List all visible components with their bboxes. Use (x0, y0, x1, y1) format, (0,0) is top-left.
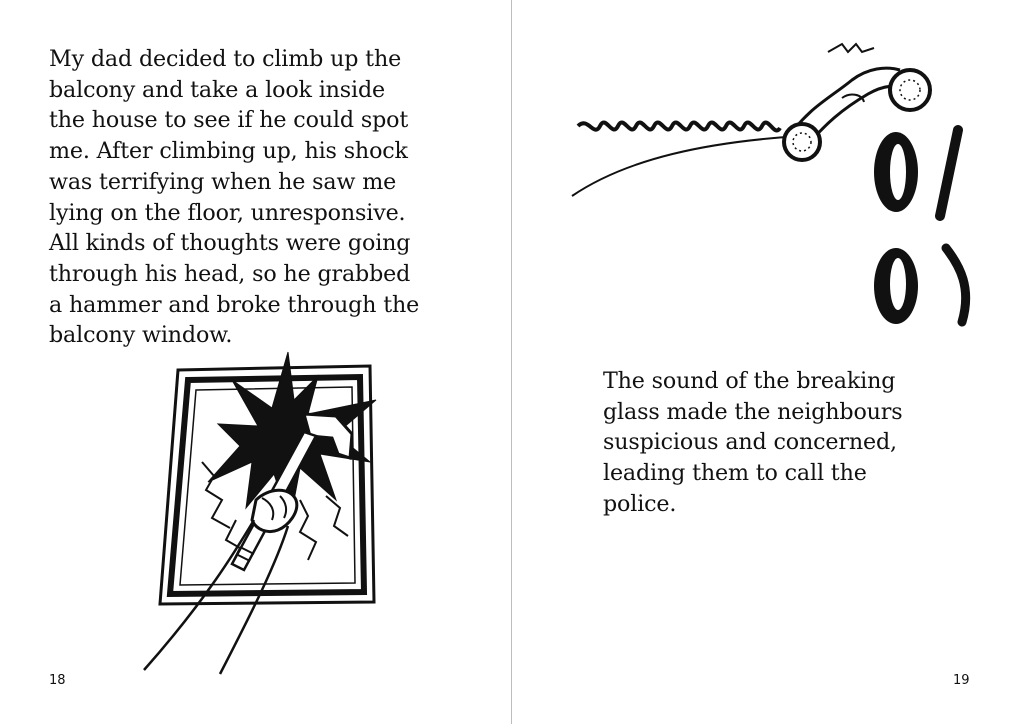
text-line: suspicious and concerned, (603, 429, 897, 456)
text-line: the house to see if he could spot (49, 107, 409, 134)
text-line: police. (603, 490, 677, 517)
text-line: leading them to call the (603, 460, 867, 487)
right-page-text (603, 366, 903, 520)
text-line: balcony window. (49, 322, 233, 349)
left-page (0, 0, 511, 724)
text-line: was terrifying when he saw me (49, 168, 397, 195)
page-number: 19 (953, 673, 970, 688)
page-gutter (511, 0, 512, 724)
text-line: through his head, so he grabbed (49, 260, 411, 287)
text-line: The sound of the breaking (603, 368, 896, 394)
telephone-handset-icon (568, 38, 988, 338)
left-page-text (49, 44, 419, 351)
text-line: me. After climbing up, his shock (49, 138, 408, 165)
text-line: a hammer and broke through the (49, 291, 420, 318)
hammer-breaking-window-icon (140, 350, 380, 670)
page-number: 18 (49, 673, 66, 688)
right-page (513, 0, 1024, 724)
text-line: All kinds of thoughts were going (49, 230, 411, 257)
text-line: balcony and take a look inside (49, 76, 386, 103)
text-line: glass made the neighbours (603, 398, 903, 425)
text-line: My dad decided to climb up the (49, 46, 402, 72)
text-line: lying on the floor, unresponsive. (49, 199, 406, 226)
